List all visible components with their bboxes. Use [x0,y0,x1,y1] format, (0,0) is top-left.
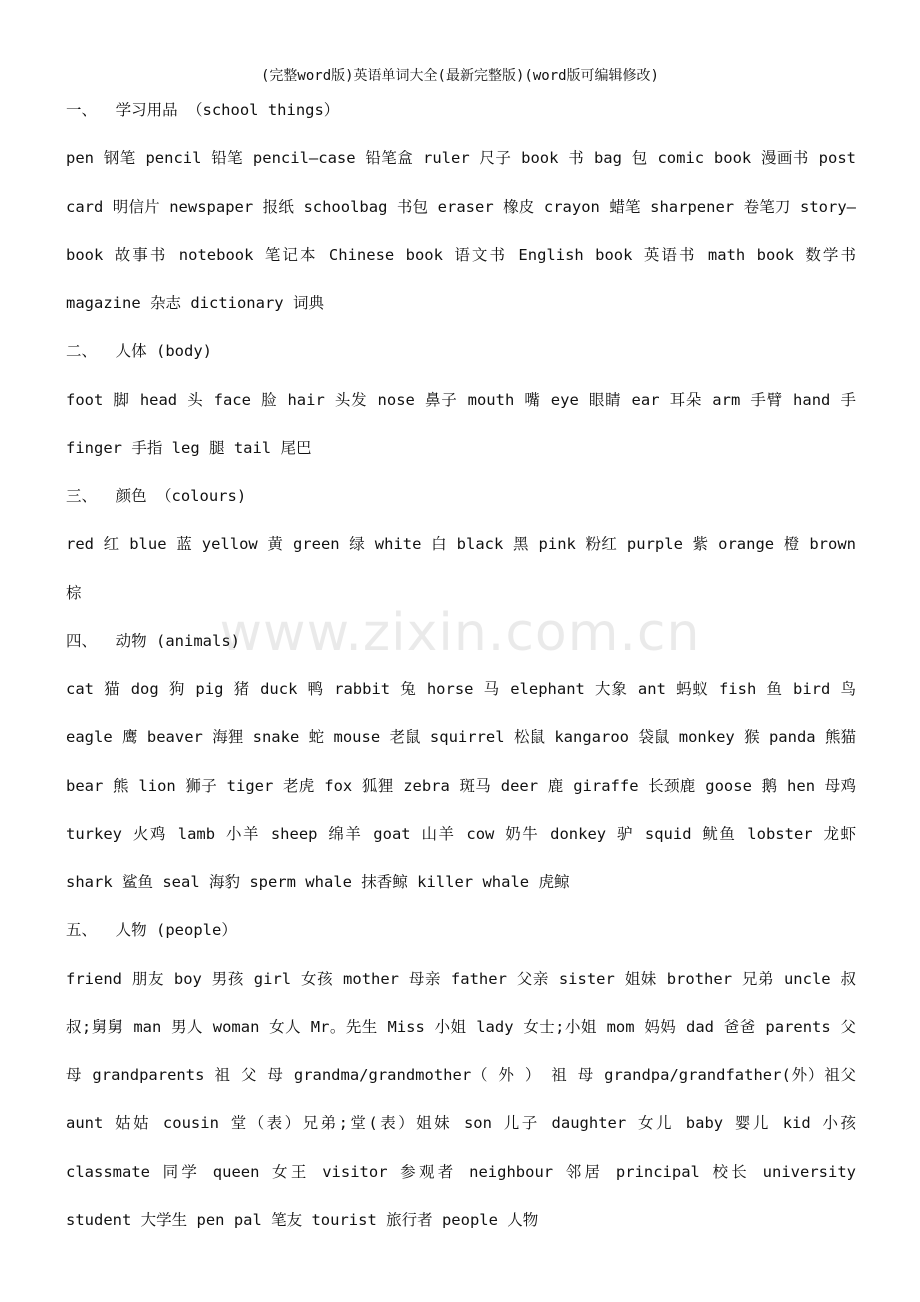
section-heading-animals: 四、 动物 (animals) [66,631,240,650]
document-header: (完整word版)英语单词大全(最新完整版)(word版可编辑修改) [260,68,659,84]
section-heading-people: 五、 人物 (people） [66,921,237,940]
section-text-people: friend 朋友 boy 男孩 girl 女孩 mother 母亲 father 父亲 sister 姐妹 brother 兄弟 uncle 叔叔;舅舅 man 男人 woman 女人 Mr。先生 Miss 小姐 lady 女士;小姐 mom 妈妈 dad 爸爸 parents 父 母 grandparents 祖 父 母 grandma/grandmother（ 外 ） 祖 母 grandpa/grandfather(外）祖父 aunt 姑姑 cousin 堂（表）兄弟;堂(表）姐妹 son 儿子 daughter 女儿 baby 婴儿 kid 小孩 classmate 同学 queen 女王 visitor 参观者 neighbour 邻居 principal 校长 university student 大学生 pen pal 笔友 tourist 旅行者 people 人物 [66,969,856,1229]
section-text-colours: red 红 blue 蓝 yellow 黄 green 绿 white 白 black 黑 pink 粉红 purple 紫 orange 橙 brown 棕 [66,535,856,602]
section-text-body: foot 脚 head 头 face 脸 hair 头发 nose 鼻子 mouth 嘴 eye 眼睛 ear 耳朵 arm 手臂 hand 手 finger 手指 leg 腿 tail 尾巴 [66,390,856,457]
watermark: www.zixin.com.cn [219,603,701,663]
document-body [66,86,856,1244]
section-text-school-things: pen 钢笔 pencil 铅笔 pencil—case 铅笔盒 ruler 尺子 book 书 bag 包 comic book 漫画书 post card 明信片 newspaper 报纸 schoolbag 书包 eraser 橡皮 crayon 蜡笔 sharpener 卷笔刀 story—book 故事书 notebook 笔记本 Chinese book 语文书 English book 英语书 math book 数学书 magazine 杂志 dictionary 词典 [66,149,856,312]
section-heading-body: 二、 人体 (body) [66,342,212,361]
section-heading-colours: 三、 颜色 （colours) [66,487,247,505]
section-text-animals: cat 猫 dog 狗 pig 猪 duck 鸭 rabbit 兔 horse 马 elephant 大象 ant 蚂蚁 fish 鱼 bird 鸟 eagle 鹰 beaver 海狸 snake 蛇 mouse 老鼠 squirrel 松鼠 kangaroo 袋鼠 monkey 猴 panda 熊猫 bear 熊 lion 狮子 tiger 老虎 fox 狐狸 zebra 斑马 deer 鹿 giraffe 长颈鹿 goose 鹅 hen 母鸡 turkey 火鸡 lamb 小羊 sheep 绵羊 goat 山羊 cow 奶牛 donkey 驴 squid 鱿鱼 lobster 龙虾 shark 鲨鱼 seal 海豹 sperm whale 抹香鲸 killer whale 虎鲸 [66,680,856,891]
section-heading-school-things: 一、 学习用品 （school things） [66,101,340,119]
